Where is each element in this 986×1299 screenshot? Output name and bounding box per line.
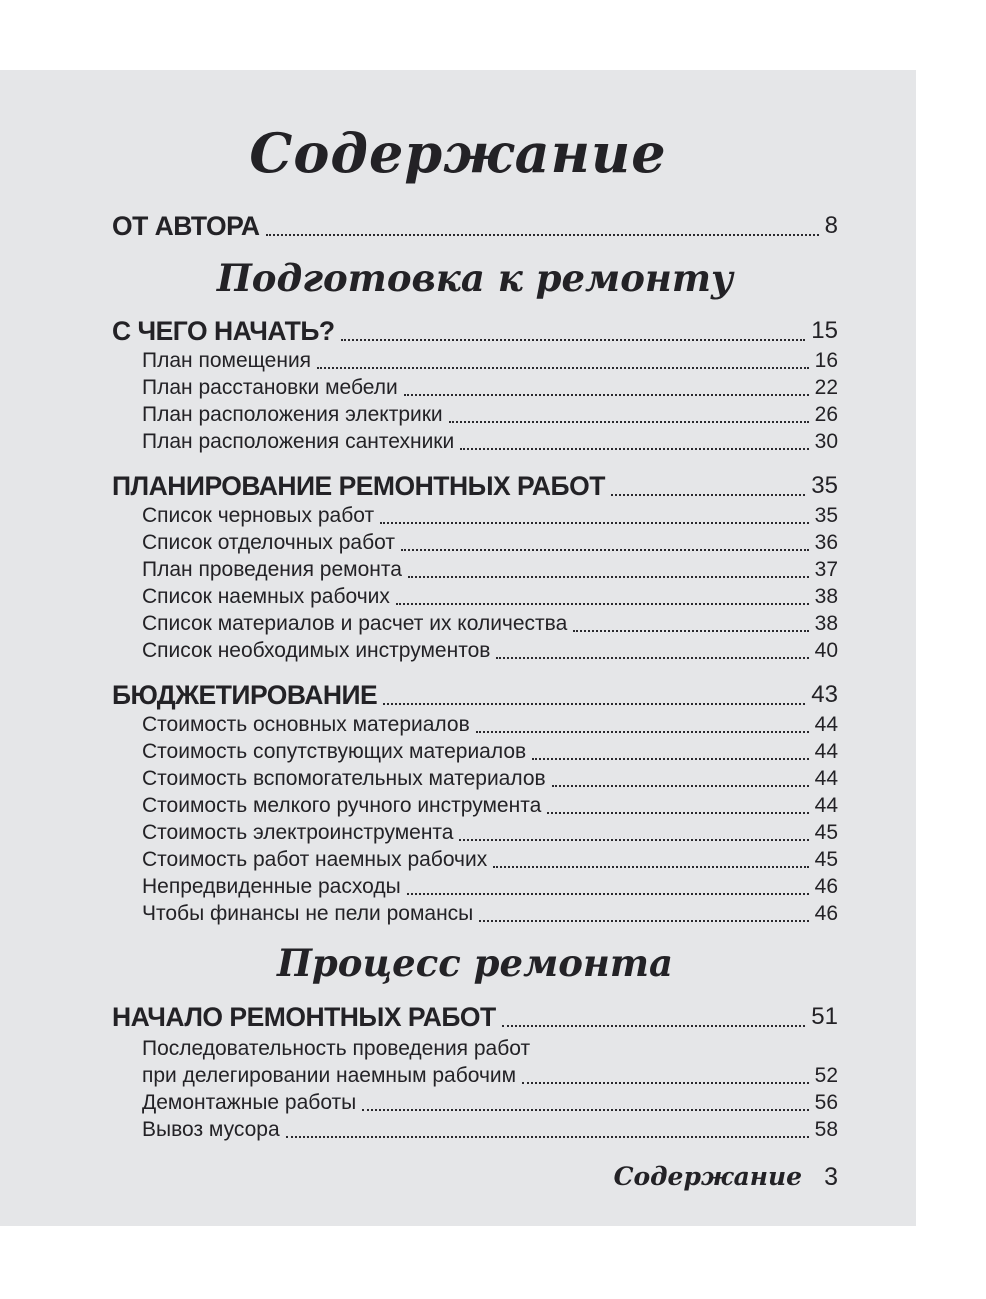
toc-entry-label: при делегировании наемным рабочим (142, 1063, 517, 1087)
toc-section (112, 679, 838, 711)
dot-leader (496, 657, 808, 659)
toc-entry-page: 38 (814, 585, 838, 609)
toc-entry (112, 502, 838, 529)
dot-leader (459, 839, 808, 841)
toc-entry-page: 44 (814, 740, 838, 764)
page-title: Содержание (249, 121, 667, 185)
dot-leader (493, 866, 808, 868)
toc-entry-front (112, 210, 838, 242)
dot-leader (396, 603, 809, 605)
dot-leader (476, 731, 809, 733)
toc-entry-label: План проведения ремонта (142, 558, 402, 582)
dot-leader (380, 522, 809, 524)
dot-leader (317, 367, 809, 369)
toc-section (112, 315, 838, 347)
toc-entry-page: 35 (814, 504, 838, 528)
toc-section-label: БЮДЖЕТИРОВАНИЕ (112, 680, 378, 711)
toc-entry-page: 46 (814, 902, 838, 926)
toc-section (112, 1001, 838, 1033)
toc-entry (112, 374, 838, 401)
part-title: Подготовка к ремонту (216, 256, 734, 301)
dot-leader (383, 703, 805, 705)
toc-section-page: 51 (811, 1002, 838, 1030)
toc-entry-label: ОТ АВТОРА (112, 211, 260, 242)
toc-entry-label: План расположения электрики (142, 403, 443, 427)
dot-leader (404, 394, 809, 396)
toc-entry (112, 401, 838, 428)
toc-entry-page: 38 (814, 612, 838, 636)
toc-entry-line1 (112, 1035, 838, 1062)
toc-entry-label: План расположения сантехники (142, 430, 455, 454)
toc-entry (112, 765, 838, 792)
toc-entry (112, 792, 838, 819)
dot-leader (573, 630, 808, 632)
footer-page-number: 3 (824, 1163, 838, 1191)
toc-entry-page: 52 (814, 1063, 838, 1087)
toc-entry-label: Вывоз мусора (142, 1117, 280, 1141)
dot-leader (401, 549, 809, 551)
toc-entry-page: 26 (814, 403, 838, 427)
toc-entry-page: 37 (814, 558, 838, 582)
toc-entry (112, 873, 838, 900)
dot-leader (502, 1025, 806, 1027)
dot-leader (552, 785, 809, 787)
dot-leader (449, 421, 809, 423)
footer-running-title: Содержание (613, 1162, 803, 1191)
toc-entry-label: Демонтажные работы (142, 1090, 357, 1114)
part-title: Процесс ремонта (276, 941, 674, 986)
toc-entry-page: 56 (814, 1090, 838, 1114)
toc-section (112, 470, 838, 502)
dot-leader (532, 758, 808, 760)
toc-section-label: ПЛАНИРОВАНИЕ РЕМОНТНЫХ РАБОТ (112, 471, 605, 502)
page-footer (614, 1162, 838, 1192)
toc-entry (112, 1116, 838, 1143)
toc-entry-page: 30 (814, 430, 838, 454)
dot-leader (460, 448, 808, 450)
dot-leader (286, 1136, 809, 1138)
toc-entry-label: План расстановки мебели (142, 376, 398, 400)
toc-entry-page: 44 (814, 767, 838, 791)
toc-entry-page: 44 (814, 794, 838, 818)
toc-entry (112, 819, 838, 846)
toc-entry-label: План помещения (142, 349, 312, 373)
toc-entry-page: 8 (824, 212, 838, 240)
toc-entry-page: 16 (814, 349, 838, 373)
toc-entry-label: Список материалов и расчет их количества (142, 612, 568, 636)
dot-leader (547, 812, 808, 814)
toc-entry (112, 1089, 838, 1116)
toc-entry-label: Список черновых работ (142, 504, 375, 528)
toc-entry-label: Последовательность проведения работ (142, 1036, 531, 1060)
toc-entry (112, 529, 838, 556)
toc-entry-page: 58 (814, 1117, 838, 1141)
dot-leader (266, 234, 819, 236)
toc-entry-label: Непредвиденные расходы (142, 875, 401, 899)
toc-entry-label: Список отделочных работ (142, 531, 395, 555)
toc-entry (112, 428, 838, 455)
toc-entry-page: 46 (814, 875, 838, 899)
dot-leader (341, 339, 806, 341)
toc-entry (112, 637, 838, 664)
toc-section-label: НАЧАЛО РЕМОНТНЫХ РАБОТ (112, 1001, 496, 1032)
toc-entry-page: 22 (814, 376, 838, 400)
toc-page (0, 70, 916, 1226)
toc-entry-page: 45 (814, 848, 838, 872)
toc-section-label: С ЧЕГО НАЧАТЬ? (112, 316, 335, 347)
toc-entry-label: Стоимость работ наемных рабочих (142, 848, 488, 872)
toc-entry (112, 711, 838, 738)
toc-entry (112, 900, 838, 927)
toc-entry-label: Стоимость сопутствующих материалов (142, 740, 527, 764)
dot-leader (522, 1082, 809, 1084)
toc-entry-page: 40 (814, 639, 838, 663)
toc-entry-label: Чтобы финансы не пели романсы (142, 902, 474, 926)
toc-entry-label: Стоимость вспомогательных материалов (142, 767, 546, 791)
toc-entry (112, 583, 838, 610)
toc-section-page: 43 (811, 681, 838, 709)
toc-entry (112, 738, 838, 765)
dot-leader (611, 494, 805, 496)
toc-section-page: 35 (811, 472, 838, 500)
toc-entry-label: Список необходимых инструментов (142, 639, 491, 663)
toc-entry-page: 44 (814, 713, 838, 737)
dot-leader (408, 576, 809, 578)
toc-entry (112, 610, 838, 637)
toc-section-page: 15 (811, 317, 838, 345)
toc-entry-label: Стоимость электроинструмента (142, 821, 454, 845)
toc-entry (112, 846, 838, 873)
toc-content (0, 210, 916, 1143)
toc-entry-page: 36 (814, 531, 838, 555)
toc-entry-line2 (112, 1062, 838, 1089)
toc-entry (112, 347, 838, 374)
toc-entry (112, 556, 838, 583)
toc-entry-page: 45 (814, 821, 838, 845)
dot-leader (407, 893, 809, 895)
toc-entry-label: Стоимость основных материалов (142, 713, 470, 737)
dot-leader (362, 1109, 808, 1111)
dot-leader (479, 920, 808, 922)
toc-entry-label: Стоимость мелкого ручного инструмента (142, 794, 542, 818)
toc-entry-label: Список наемных рабочих (142, 585, 390, 609)
